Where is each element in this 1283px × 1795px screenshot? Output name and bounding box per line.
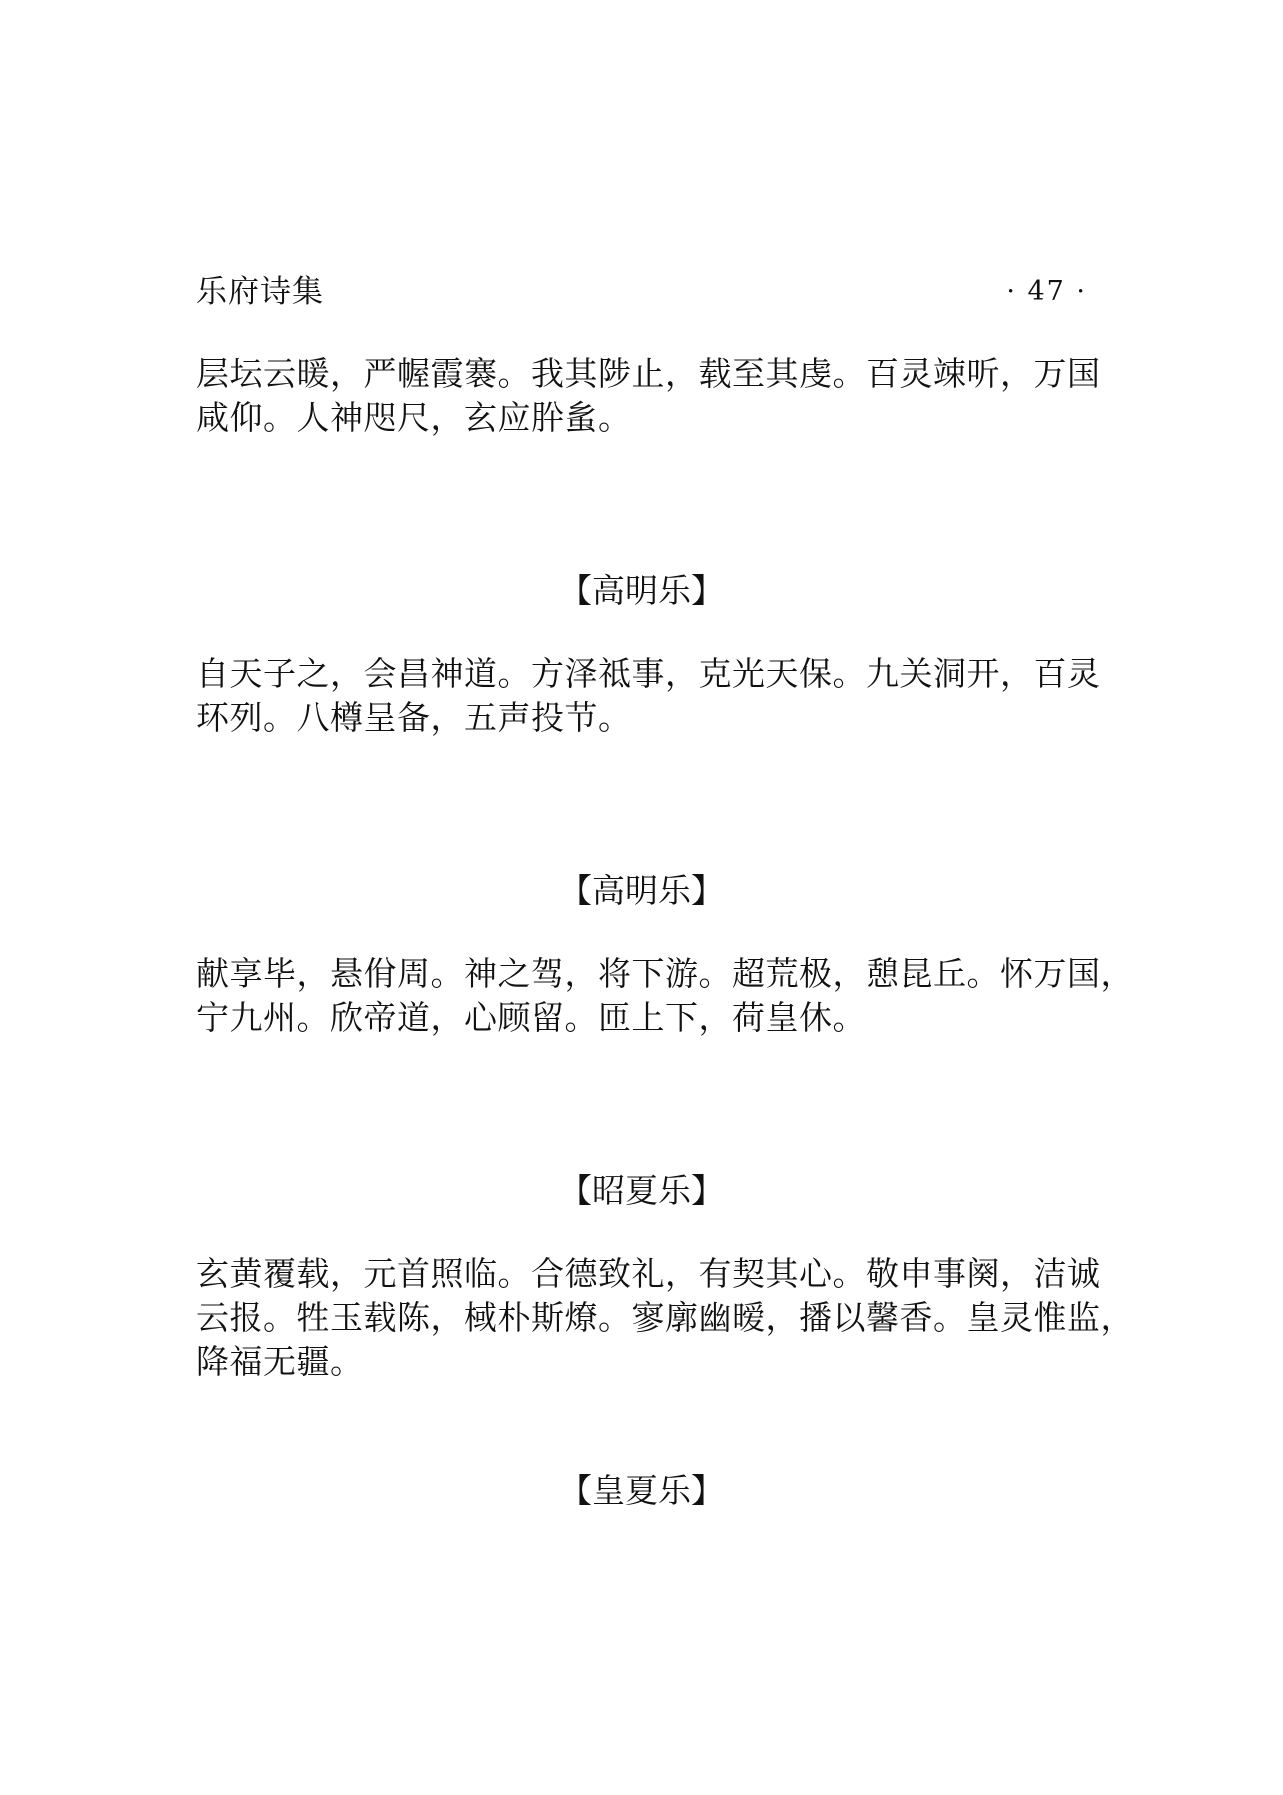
poem-line: 降福无疆。 — [196, 1342, 364, 1381]
poem-paragraph — [196, 352, 1101, 440]
poem-line: 自天子之，会昌神道。方泽祗事，克光天保。九关洞开，百灵 — [196, 654, 1101, 693]
poem-line: 云报。牲玉载陈，棫朴斯燎。寥廓幽暧，播以馨香。皇灵惟监， — [196, 1298, 1134, 1337]
book-title: 乐府诗集 — [196, 274, 324, 310]
poem-line: 咸仰。人神咫尺，玄应肸蚃。 — [196, 398, 632, 437]
page-number: · 47 · — [1006, 276, 1087, 307]
poem-line: 环列。八樽呈备，五声投节。 — [196, 698, 632, 737]
poem-line: 层坛云暖，严幄霞褰。我其陟止，载至其虔。百灵竦听，万国 — [196, 354, 1101, 393]
poem-line: 献享毕，悬佾周。神之驾，将下游。超荒极，憩昆丘。怀万国， — [196, 954, 1134, 993]
section-heading: 【皇夏乐】 — [559, 1471, 724, 1510]
section-heading: 【高明乐】 — [559, 571, 724, 610]
poem-line: 玄黄覆载，元首照临。合德致礼，有契其心。敬申事阕，洁诚 — [196, 1254, 1101, 1293]
section-heading: 【昭夏乐】 — [559, 1171, 724, 1210]
poem-line: 宁九州。欣帝道，心顾留。匝上下，荷皇休。 — [196, 998, 866, 1037]
poem-paragraph — [196, 1252, 1134, 1384]
poem-paragraph — [196, 652, 1101, 740]
section-heading: 【高明乐】 — [559, 871, 724, 910]
poem-paragraph — [196, 952, 1134, 1040]
